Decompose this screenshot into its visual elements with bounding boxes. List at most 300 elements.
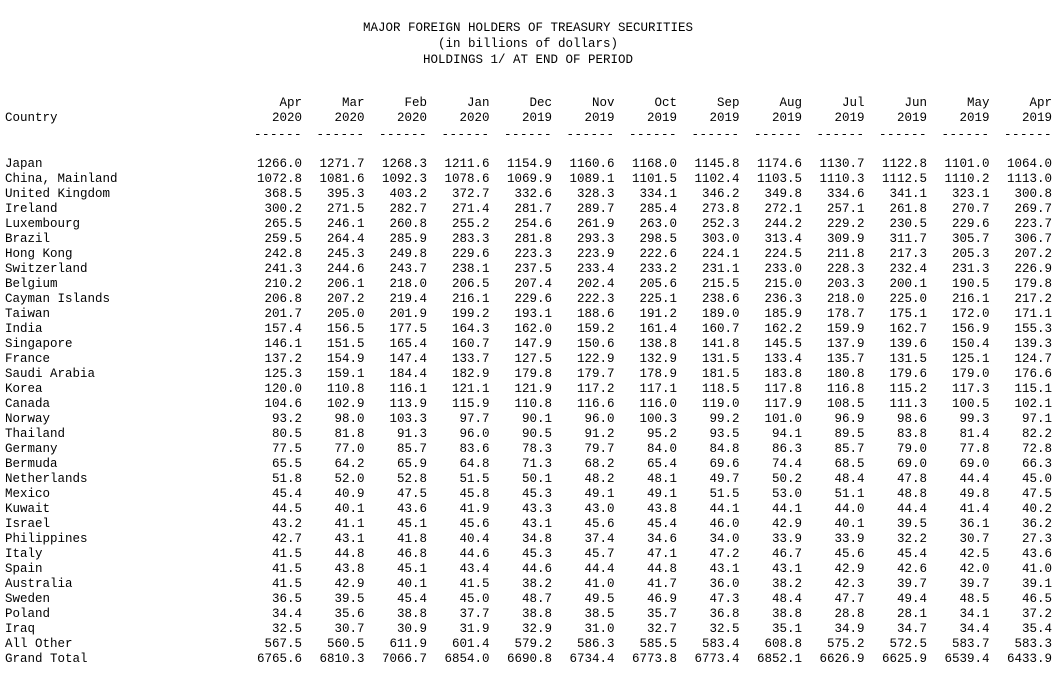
holding-value: 135.7 [826,352,865,366]
holding-value: 44.8 [646,562,677,576]
holding-value: 285.9 [389,232,427,246]
holding-value: 242.8 [264,247,302,261]
holding-value: 178.7 [826,307,865,321]
holding-value: 1110.2 [944,172,990,186]
holding-value: 117.2 [576,382,615,396]
holding-value: 207.4 [514,277,552,291]
holding-value: 48.4 [834,472,865,486]
holding-value: 226.9 [1014,262,1052,276]
title-line-3: HOLDINGS 1/ AT END OF PERIOD [422,53,634,67]
holding-value: 1174.6 [756,157,802,171]
column-month-label: Jul [841,96,865,110]
holding-value: 283.3 [451,232,490,246]
country-name: Kuwait [5,502,51,516]
holding-value: 86.3 [771,442,802,456]
holding-value: 6539.4 [944,652,990,666]
holding-value: 137.9 [826,337,865,351]
holding-value: 184.4 [389,367,427,381]
holding-value: 306.7 [1014,232,1052,246]
holding-value: 110.8 [326,382,365,396]
holding-value: 49.8 [959,487,990,501]
table-row [5,337,1052,352]
holding-value: 271.4 [451,202,490,216]
holding-value: 579.2 [514,637,552,651]
holding-value: 94.1 [771,427,802,441]
holding-value: 38.2 [771,577,802,591]
holding-value: 43.1 [709,562,740,576]
holding-value: 53.0 [771,487,802,501]
column-underline: ------ [503,128,552,142]
holding-value: 323.1 [951,187,990,201]
holding-value: 101.0 [764,412,802,426]
holding-value: 34.6 [646,532,677,546]
holding-value: 185.9 [764,307,802,321]
holding-value: 69.0 [959,457,990,471]
holding-value: 42.9 [834,562,865,576]
holding-value: 270.7 [951,202,990,216]
table-row [5,187,1052,202]
holding-value: 43.0 [584,502,615,516]
country-name: France [5,352,51,366]
holding-value: 150.6 [576,337,615,351]
holding-value: 138.8 [639,337,677,351]
country-name: Philippines [5,532,88,546]
holding-value: 193.1 [514,307,552,321]
holding-value: 47.8 [896,472,927,486]
holding-value: 328.3 [576,187,615,201]
column-month-label: Nov [591,96,615,110]
holding-value: 40.1 [334,502,365,516]
holding-value: 116.1 [389,382,427,396]
country-name: Australia [5,577,73,591]
holding-value: 217.3 [889,247,927,261]
holding-value: 90.5 [521,427,552,441]
holding-value: 175.1 [889,307,927,321]
holding-value: 38.8 [396,607,427,621]
holding-value: 34.8 [521,532,552,546]
country-name: Grand Total [5,652,88,666]
table-header [5,96,1052,141]
holding-value: 33.9 [771,532,802,546]
holding-value: 161.4 [639,322,677,336]
table-row [5,217,1052,232]
holding-value: 41.8 [396,532,427,546]
holding-value: 37.2 [1021,607,1052,621]
country-name: Switzerland [5,262,88,276]
holding-value: 121.9 [514,382,552,396]
holding-value: 245.3 [326,247,365,261]
column-year-label: 2019 [521,111,552,125]
holding-value: 281.7 [514,202,552,216]
table-row [5,247,1052,262]
table-row [5,232,1052,247]
holding-value: 6810.3 [319,652,365,666]
holding-value: 300.2 [264,202,302,216]
holding-value: 1160.6 [569,157,615,171]
holding-value: 586.3 [576,637,615,651]
table-row [5,427,1052,442]
holding-value: 38.8 [771,607,802,621]
holding-value: 273.8 [701,202,740,216]
table-row [5,577,1052,592]
holding-value: 42.9 [334,577,365,591]
holding-value: 181.5 [701,367,740,381]
holding-value: 1266.0 [256,157,302,171]
holding-value: 252.3 [701,217,740,231]
column-month-label: Apr [279,96,302,110]
holding-value: 43.2 [271,517,302,531]
holding-value: 39.1 [1021,577,1052,591]
holding-value: 154.9 [326,352,365,366]
holding-value: 48.2 [584,472,615,486]
country-name: Korea [5,382,43,396]
holding-value: 372.7 [451,187,490,201]
holding-value: 44.6 [459,547,490,561]
holding-value: 265.5 [264,217,302,231]
holding-value: 1145.8 [694,157,740,171]
holding-value: 102.9 [326,397,365,411]
table-body [5,141,1052,667]
holding-value: 44.4 [584,562,615,576]
holding-value: 305.7 [951,232,990,246]
holding-value: 272.1 [764,202,802,216]
holding-value: 118.5 [701,382,740,396]
holding-value: 608.8 [764,637,802,651]
holding-value: 223.3 [514,247,552,261]
holding-value: 1122.8 [881,157,927,171]
holding-value: 6854.0 [444,652,490,666]
holding-value: 65.9 [396,457,427,471]
country-name: Singapore [5,337,73,351]
column-underline: ------ [316,128,365,142]
column-underline: ------ [566,128,615,142]
holding-value: 303.0 [701,232,740,246]
holding-value: 1271.7 [319,157,365,171]
holding-value: 217.2 [1014,292,1052,306]
holding-value: 151.5 [326,337,365,351]
column-underline: ------ [816,128,865,142]
holding-value: 139.6 [889,337,927,351]
holding-value: 238.6 [701,292,740,306]
holding-value: 202.4 [576,277,615,291]
title-line-2: (in billions of dollars) [437,37,619,51]
holding-value: 41.5 [271,547,302,561]
holding-value: 50.1 [521,472,552,486]
holding-value: 156.9 [951,322,990,336]
table-row [5,652,1052,667]
country-name: Thailand [5,427,66,441]
holding-value: 32.9 [521,622,552,636]
column-year-label: 2020 [396,111,427,125]
holding-value: 50.2 [771,472,802,486]
holding-value: 77.0 [334,442,365,456]
table-row [5,592,1052,607]
holding-value: 583.4 [701,637,740,651]
holding-value: 205.6 [639,277,677,291]
holding-value: 260.8 [389,217,427,231]
holding-value: 40.1 [834,517,865,531]
holding-value: 100.5 [951,397,990,411]
column-underline: ------ [378,128,427,142]
holding-value: 244.2 [764,217,802,231]
holding-value: 79.0 [896,442,927,456]
country-name: Hong Kong [5,247,73,261]
holding-value: 28.1 [896,607,927,621]
holding-value: 269.7 [1014,202,1052,216]
holding-value: 334.1 [639,187,677,201]
holding-value: 229.6 [951,217,990,231]
holding-value: 98.0 [334,412,365,426]
country-name: Italy [5,547,43,561]
holding-value: 585.5 [639,637,677,651]
holding-value: 36.1 [959,517,990,531]
holding-value: 183.8 [764,367,802,381]
holding-value: 261.9 [576,217,615,231]
holding-value: 41.5 [271,562,302,576]
holding-value: 178.9 [639,367,677,381]
column-month-label: Jun [904,96,927,110]
holding-value: 6690.8 [506,652,552,666]
holding-value: 43.6 [396,502,427,516]
holding-value: 41.7 [646,577,677,591]
country-name: Israel [5,517,51,531]
column-month-label: Mar [341,96,365,110]
holding-value: 229.2 [826,217,865,231]
holding-value: 117.9 [764,397,802,411]
holding-value: 30.7 [959,532,990,546]
holding-value: 116.0 [639,397,677,411]
holding-value: 44.4 [896,502,927,516]
country-column-header: Country [5,111,58,125]
holding-value: 44.6 [521,562,552,576]
holding-value: 45.6 [584,517,615,531]
holding-value: 6773.8 [631,652,677,666]
holding-value: 1110.3 [819,172,865,186]
holding-value: 99.3 [959,412,990,426]
holding-value: 572.5 [889,637,927,651]
holding-value: 65.4 [646,457,677,471]
holding-value: 110.8 [514,397,552,411]
holding-value: 42.3 [834,577,865,591]
holding-value: 81.4 [959,427,990,441]
holding-value: 141.8 [701,337,740,351]
holding-value: 300.8 [1014,187,1052,201]
holding-value: 39.5 [334,592,365,606]
country-name: Brazil [5,232,51,246]
holding-value: 45.6 [459,517,490,531]
holding-value: 125.1 [951,352,990,366]
holding-value: 229.6 [514,292,552,306]
holding-value: 1130.7 [819,157,865,171]
column-year-label: 2020 [271,111,302,125]
holding-value: 49.7 [709,472,740,486]
holding-value: 43.1 [521,517,552,531]
holding-value: 179.8 [1014,277,1052,291]
holding-value: 30.7 [334,622,365,636]
holding-value: 77.5 [271,442,302,456]
holding-value: 85.7 [834,442,865,456]
holding-value: 46.7 [771,547,802,561]
holding-value: 84.8 [709,442,740,456]
holding-value: 40.4 [459,532,490,546]
holding-value: 298.5 [639,232,677,246]
holding-value: 264.4 [326,232,365,246]
holding-value: 40.9 [334,487,365,501]
country-name: Germany [5,442,58,456]
holding-value: 177.5 [389,322,427,336]
holding-value: 403.2 [389,187,427,201]
holding-value: 45.1 [396,517,427,531]
holding-value: 44.5 [271,502,302,516]
holding-value: 117.8 [764,382,802,396]
table-row [5,322,1052,337]
holding-value: 611.9 [389,637,427,651]
column-year-label: 2019 [584,111,615,125]
holding-value: 43.1 [771,562,802,576]
holding-value: 45.3 [521,487,552,501]
holding-value: 37.4 [584,532,615,546]
column-underline: ------ [1003,128,1052,142]
table-row [5,382,1052,397]
holding-value: 219.4 [389,292,427,306]
holding-value: 368.5 [264,187,302,201]
holding-value: 83.6 [459,442,490,456]
holding-value: 47.5 [396,487,427,501]
holding-value: 36.8 [709,607,740,621]
holding-value: 146.1 [264,337,302,351]
table-row [5,202,1052,217]
table-row [5,472,1052,487]
holding-value: 349.8 [764,187,802,201]
holding-value: 51.5 [459,472,490,486]
table-row [5,487,1052,502]
country-name: Taiwan [5,307,51,321]
holding-value: 309.9 [826,232,865,246]
holding-value: 206.5 [451,277,490,291]
column-underline: ------ [691,128,740,142]
holding-value: 259.5 [264,232,302,246]
holding-value: 172.0 [951,307,990,321]
holding-value: 77.8 [959,442,990,456]
holding-value: 64.2 [334,457,365,471]
holding-value: 205.0 [326,307,365,321]
holding-value: 160.7 [451,337,490,351]
holding-value: 1113.0 [1006,172,1052,186]
holding-value: 36.0 [709,577,740,591]
column-month-label: May [966,96,990,110]
holding-value: 133.4 [764,352,802,366]
holding-value: 49.1 [584,487,615,501]
holding-value: 69.6 [709,457,740,471]
holding-value: 91.3 [396,427,427,441]
table-row [5,502,1052,517]
holding-value: 46.0 [709,517,740,531]
holding-value: 131.5 [889,352,927,366]
holding-value: 1092.3 [381,172,427,186]
holding-value: 83.8 [896,427,927,441]
holding-value: 43.6 [1021,547,1052,561]
holding-value: 127.5 [514,352,552,366]
holding-value: 41.9 [459,502,490,516]
holding-value: 224.5 [764,247,802,261]
column-year-label: 2019 [771,111,802,125]
holding-value: 6433.9 [1006,652,1052,666]
holding-value: 43.4 [459,562,490,576]
holding-value: 34.9 [834,622,865,636]
holding-value: 47.1 [646,547,677,561]
holding-value: 180.8 [826,367,865,381]
holding-value: 156.5 [326,322,365,336]
holding-value: 108.5 [826,397,865,411]
holding-value: 99.2 [709,412,740,426]
holding-value: 171.1 [1014,307,1052,321]
holding-value: 341.1 [889,187,927,201]
holding-value: 102.1 [1014,397,1052,411]
holding-value: 104.6 [264,397,302,411]
holding-value: 69.0 [896,457,927,471]
holding-value: 583.7 [951,637,990,651]
holding-value: 48.4 [771,592,802,606]
holding-value: 182.9 [451,367,490,381]
holding-value: 116.8 [826,382,865,396]
holding-value: 215.0 [764,277,802,291]
holding-value: 84.0 [646,442,677,456]
country-name: Canada [5,397,51,411]
holding-value: 41.0 [1021,562,1052,576]
holding-value: 207.2 [1014,247,1052,261]
column-year-label: 2019 [834,111,865,125]
holding-value: 96.0 [584,412,615,426]
holding-value: 179.0 [951,367,990,381]
holding-value: 131.5 [701,352,740,366]
column-month-label: Aug [779,96,802,110]
holding-value: 215.5 [701,277,740,291]
holding-value: 36.5 [271,592,302,606]
holding-value: 395.3 [326,187,365,201]
holding-value: 66.3 [1021,457,1052,471]
holding-value: 82.2 [1021,427,1052,441]
holding-value: 243.7 [389,262,427,276]
holding-value: 47.5 [1021,487,1052,501]
holding-value: 289.7 [576,202,615,216]
holding-value: 155.3 [1014,322,1052,336]
holding-value: 285.4 [639,202,677,216]
holding-value: 159.9 [826,322,865,336]
holding-value: 6852.1 [756,652,802,666]
holding-value: 44.1 [771,502,802,516]
column-underline: ------ [441,128,490,142]
holding-value: 35.1 [771,622,802,636]
holding-value: 281.8 [514,232,552,246]
holding-value: 147.9 [514,337,552,351]
header-country-blank [5,96,253,111]
holding-value: 216.1 [451,292,490,306]
holding-value: 39.5 [896,517,927,531]
holding-value: 313.4 [764,232,802,246]
holding-value: 71.3 [521,457,552,471]
holding-value: 246.1 [326,217,365,231]
table-row [5,517,1052,532]
holding-value: 164.3 [451,322,490,336]
holding-value: 179.8 [514,367,552,381]
holding-value: 41.4 [959,502,990,516]
holding-value: 116.6 [576,397,615,411]
table-row [5,262,1052,277]
holding-value: 216.1 [951,292,990,306]
holding-value: 223.9 [576,247,615,261]
spacer-cell [5,141,1052,157]
header-month-row [5,96,1052,111]
